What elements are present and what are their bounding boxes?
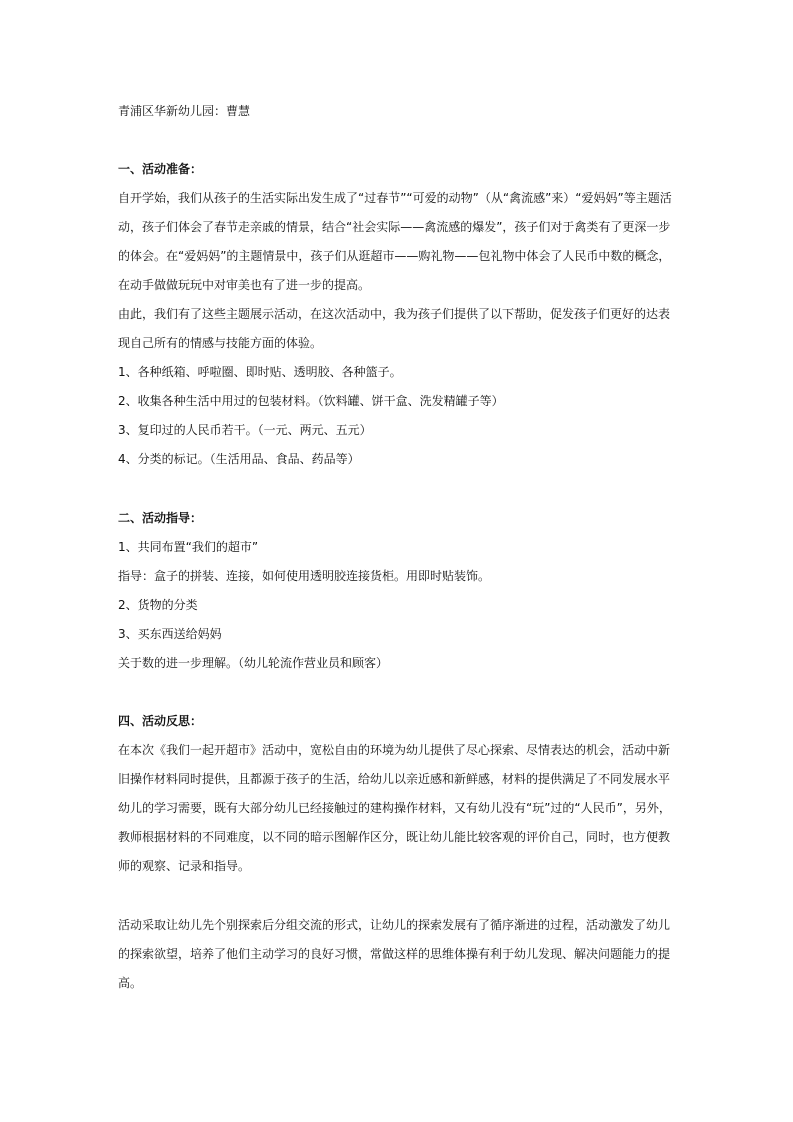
author-line: 青浦区华新幼儿园：曹慧 <box>118 104 251 118</box>
section-guidance <box>118 504 678 678</box>
paragraph-line: 指导：盒子的拼装、连接，如何使用透明胶连接货柜。用即时贴装饰。 <box>118 569 491 583</box>
list-item: 1、共同布置“我们的超市” <box>118 540 259 554</box>
paragraph-line: 的体会。在“爱妈妈”的主题情景中，孩子们从逛超市——购礼物——包礼物中体会了人民币中数的概念， <box>118 249 671 263</box>
paragraph-line: 幼儿的学习需要，既有大部分幼儿已经接触过的建构操作材料，又有幼儿没有“玩”过的“人民币”，另外， <box>118 801 671 815</box>
section-heading: 四、活动反思： <box>118 714 203 728</box>
list-item: 3、买东西送给妈妈 <box>118 627 222 641</box>
paragraph-line: 在动手做做玩玩中对审美也有了进一步的提高。 <box>118 278 371 292</box>
paragraph-line: 高。 <box>118 976 143 990</box>
paragraph-line: 教师根据材料的不同难度，以不同的暗示图解作区分，既让幼儿能比较客观的评价自己，同时，也方便教 <box>118 830 671 844</box>
section-heading: 二、活动指导： <box>118 511 203 525</box>
paragraph-line: 现自己所有的情感与技能方面的体验。 <box>118 336 323 350</box>
list-item: 2、收集各种生活中用过的包装材料。（饮料罐、饼干盒、洗发精罐子等） <box>118 394 504 408</box>
paragraph-line: 自开学始，我们从孩子的生活实际出发生成了“过春节”“可爱的动物”（从“禽流感”来）“爱妈妈”等主题活 <box>118 191 672 205</box>
section-preparation <box>118 155 678 474</box>
list-item: 4、分类的标记。（生活用品、食品、药品等） <box>118 452 360 466</box>
paragraph-line: 的探索欲望，培养了他们主动学习的良好习惯，常做这样的思维体操有利于幼儿发现、解决问题能力的提 <box>118 947 671 961</box>
paragraph-line: 关于数的进一步理解。（幼儿轮流作营业员和顾客） <box>118 656 389 670</box>
paragraph-line: 在本次《我们一起开超市》活动中，宽松自由的环境为幼儿提供了尽心探索、尽情表达的机会，活动中新 <box>118 743 671 757</box>
list-item: 1、各种纸箱、呼啦圈、即时贴、透明胶、各种篮子。 <box>118 365 402 379</box>
section-reflection <box>118 707 678 881</box>
paragraph-line: 活动采取让幼儿先个别探索后分组交流的形式，让幼儿的探索发展有了循序渐进的过程，活动激发了幼儿 <box>118 918 671 932</box>
author-block <box>118 97 678 126</box>
section-heading: 一、活动准备： <box>118 162 203 176</box>
list-item: 3、复印过的人民币若干。（一元、两元、五元） <box>118 423 372 437</box>
paragraph-line: 旧操作材料同时提供，且都源于孩子的生活，给幼儿以亲近感和新鲜感，材料的提供满足了不同发展水平 <box>118 772 671 786</box>
list-item: 2、货物的分类 <box>118 598 198 612</box>
paragraph-line: 由此，我们有了这些主题展示活动，在这次活动中，我为孩子们提供了以下帮助，促发孩子们更好的达表 <box>118 307 671 321</box>
paragraph-line: 师的观察、记录和指导。 <box>118 859 251 873</box>
closing-paragraph <box>118 911 678 998</box>
paragraph-line: 动，孩子们体会了春节走亲戚的情景，结合“社会实际——禽流感的爆发”，孩子们对于禽类有了更深一步 <box>118 220 671 234</box>
